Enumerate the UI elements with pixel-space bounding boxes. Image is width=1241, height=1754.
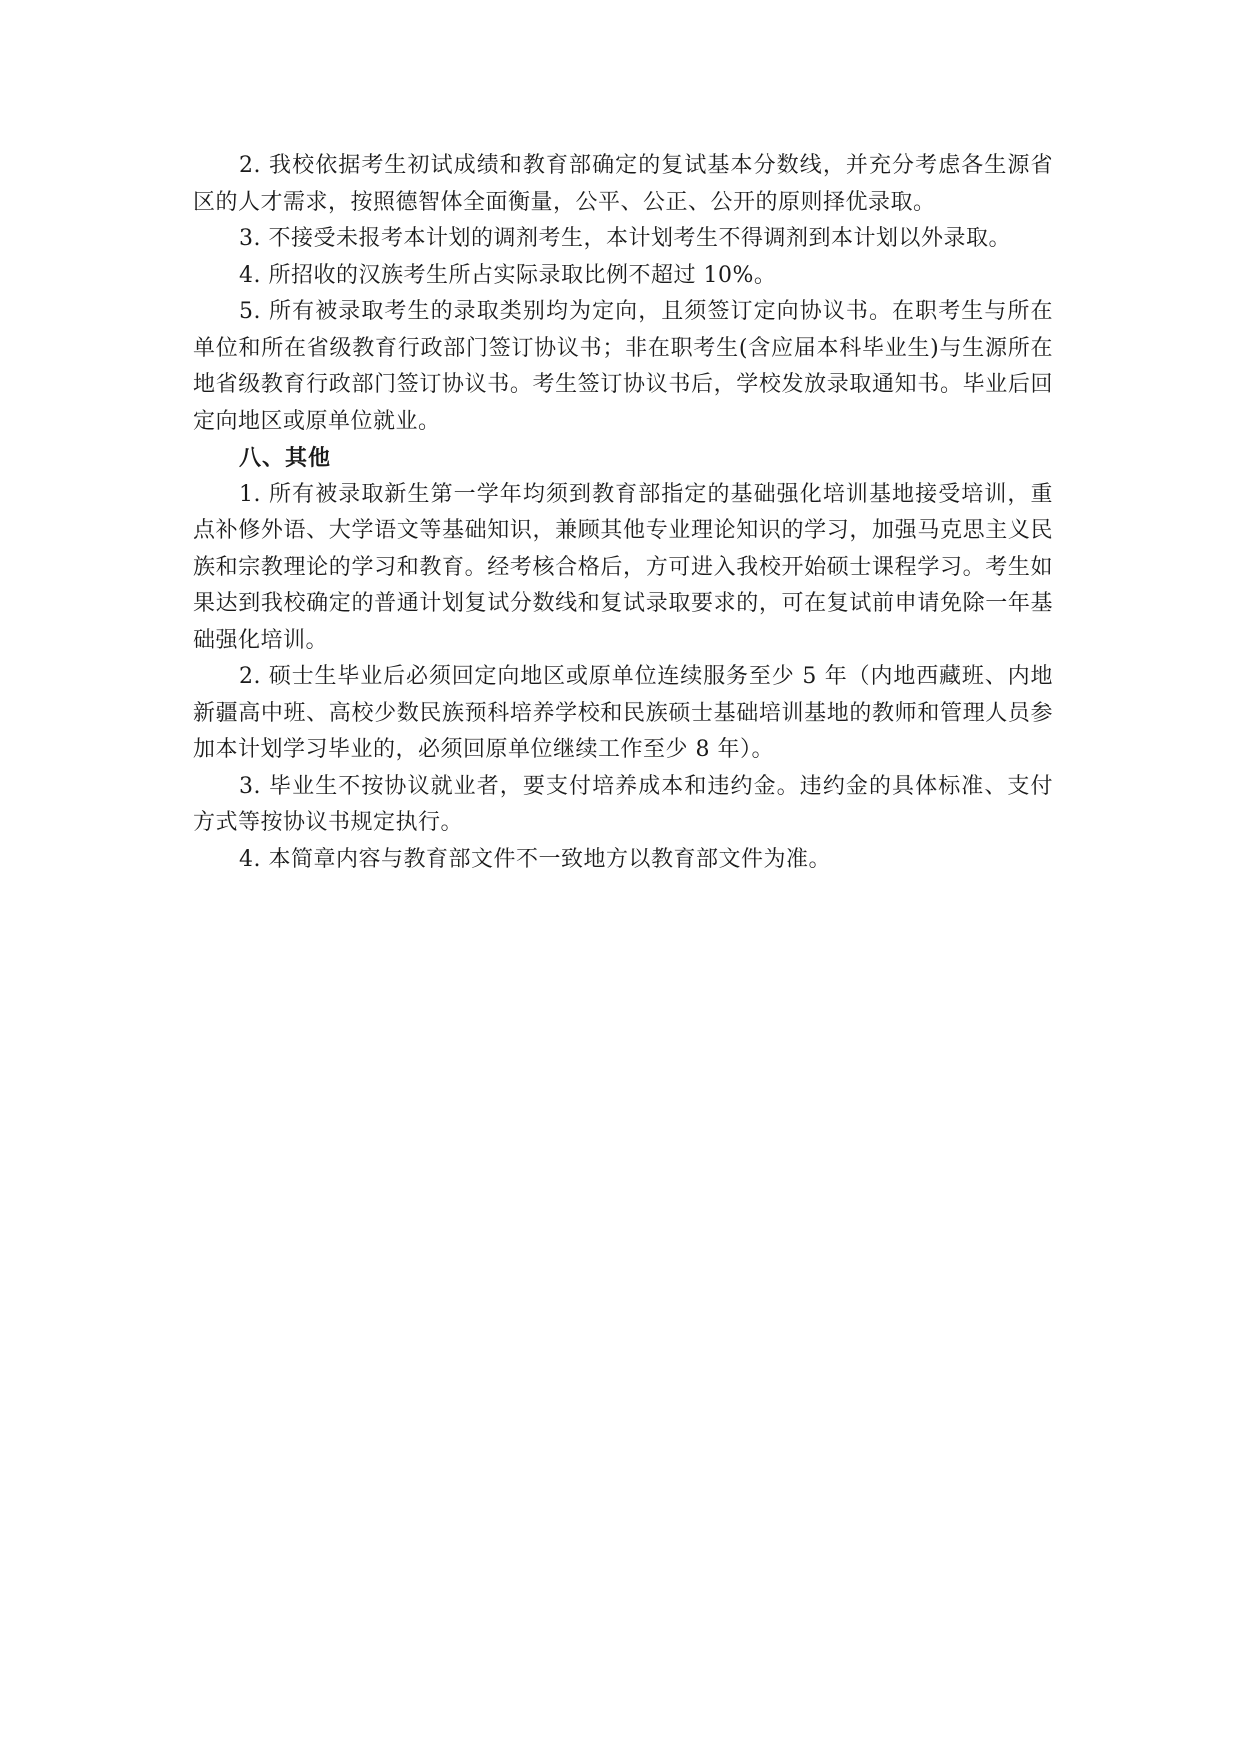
other-item-3: 3. 毕业生不按协议就业者，要支付培养成本和违约金。违约金的具体标准、支付方式等按协议书规定执行。 <box>193 773 1053 835</box>
admission-rule-3: 3. 不接受未报考本计划的调剂考生，本计划考生不得调剂到本计划以外录取。 <box>239 226 1011 251</box>
other-item-1: 1. 所有被录取新生第一学年均须到教育部指定的基础强化培训基地接受培训，重点补修外语、大学语文等基础知识，兼顾其他专业理论知识的学习，加强马克思主义民族和宗教理论的学习和教育。经考核合格后，方可进入我校开始硕士课程学习。考生如果达到我校确定的普通计划复试分数线和复试录取要求的，可在复试前申请免除一年基础强化培训。 <box>193 481 1053 653</box>
admission-rule-4: 4. 所招收的汉族考生所占实际录取比例不超过 10%。 <box>239 262 777 288</box>
admission-rule-5: 5. 所有被录取考生的录取类别均为定向，且须签订定向协议书。在职考生与所在单位和所在省级教育行政部门签订协议书；非在职考生(含应届本科毕业生)与生源所在地省级教育行政部门签订协议书。考生签订协议书后，学校发放录取通知书。毕业后回定向地区或原单位就业。 <box>193 299 1053 434</box>
other-item-4: 4. 本简章内容与教育部文件不一致地方以教育部文件为准。 <box>239 846 831 872</box>
admission-rule-2: 2. 我校依据考生初试成绩和教育部确定的复试基本分数线，并充分考虑各生源省区的人才需求，按照德智体全面衡量，公平、公正、公开的原则择优录取。 <box>193 153 1053 215</box>
section-heading-other: 八、其他 <box>239 445 332 471</box>
document-body <box>193 148 1053 878</box>
other-item-2: 2. 硕士生毕业后必须回定向地区或原单位连续服务至少 5 年（内地西藏班、内地新疆高中班、高校少数民族预科培养学校和民族硕士基础培训基地的教师和管理人员参加本计划学习毕业的，必须回原单位继续工作至少 8 年）。 <box>193 664 1053 762</box>
